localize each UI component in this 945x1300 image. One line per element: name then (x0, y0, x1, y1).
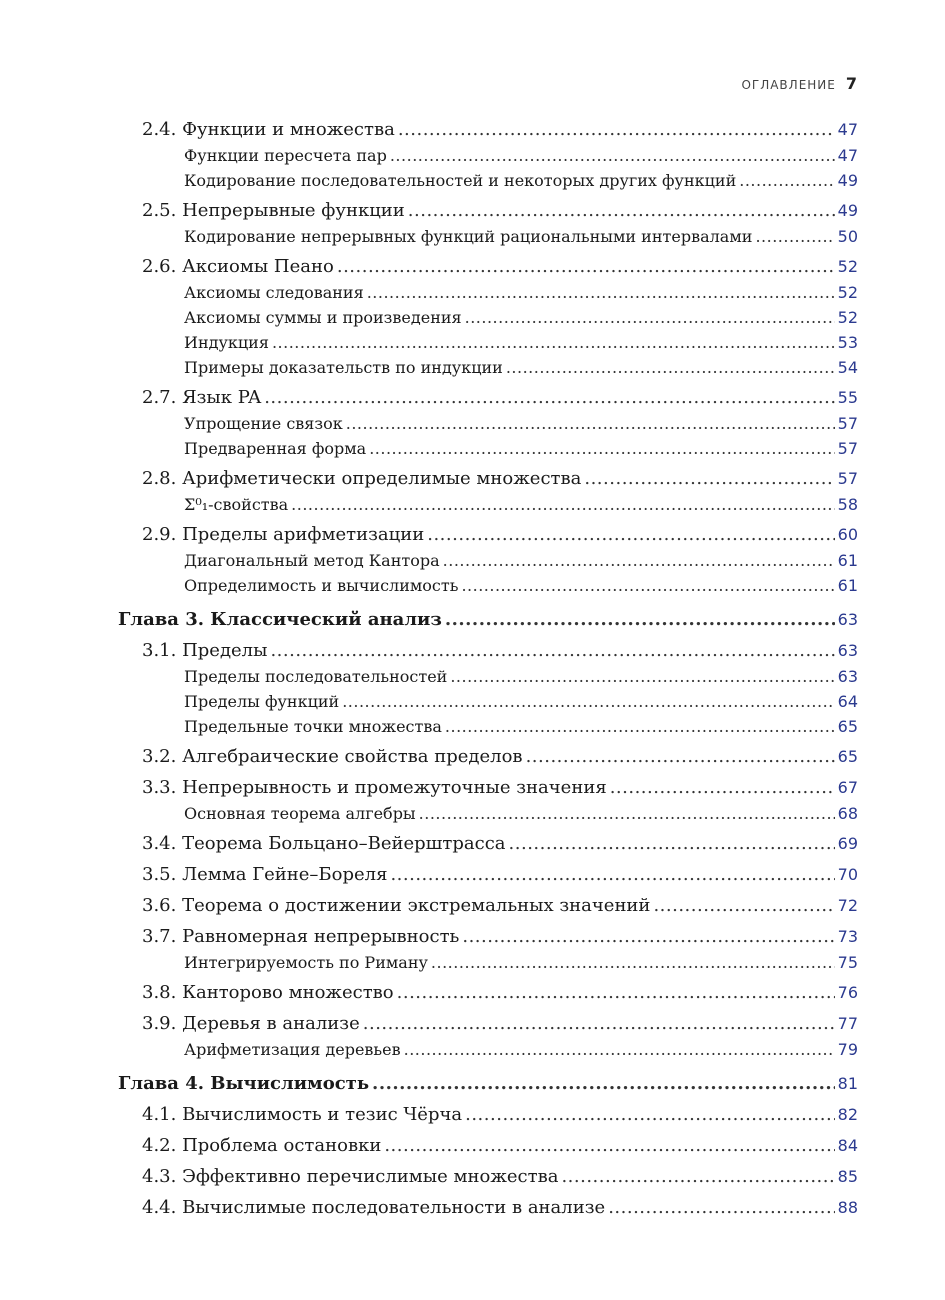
toc-entry-label: 4.3. Эффективно перечислимые множества (142, 1166, 559, 1187)
toc-section-entry[interactable] (118, 1102, 858, 1128)
toc-entry-label: 2.7. Язык PA (142, 387, 262, 408)
toc-entry-page: 64 (837, 692, 858, 711)
toc-section-entry[interactable] (118, 198, 858, 224)
toc-section-entry[interactable] (118, 893, 858, 919)
toc-entry-page: 63 (837, 610, 858, 629)
dot-leader (461, 573, 834, 598)
toc-section-entry[interactable] (118, 831, 858, 857)
toc-section-entry[interactable] (118, 466, 858, 492)
toc-entry-page: 63 (837, 667, 858, 686)
toc-entry-label: Пределы последовательностей (184, 667, 448, 686)
toc-entry-label: 2.8. Арифметически определимые множества (142, 468, 582, 489)
toc-entry-label: 3.5. Лемма Гейне–Бореля (142, 864, 388, 885)
toc-entry-label: 2.5. Непрерывные функции (142, 200, 405, 221)
dot-leader (397, 980, 835, 1006)
toc-entry-page: 57 (837, 414, 858, 433)
toc-entry-page: 81 (837, 1074, 858, 1093)
dot-leader (739, 168, 834, 193)
dot-leader (755, 224, 834, 249)
dot-leader (610, 775, 835, 801)
dot-leader (445, 606, 835, 633)
toc-entry-page: 54 (837, 358, 858, 377)
toc-subsection-entry[interactable] (118, 411, 858, 436)
dot-leader (398, 117, 835, 143)
dot-leader (408, 198, 835, 224)
dot-leader (465, 1102, 835, 1128)
toc-entry-label: 3.4. Теорема Больцано–Вейерштрасса (142, 833, 506, 854)
toc-entry-label: 3.3. Непрерывность и промежуточные значения (142, 777, 607, 798)
page-number: 7 (845, 74, 857, 93)
toc-entry-label: 3.1. Пределы (142, 640, 268, 661)
dot-leader (427, 522, 834, 548)
toc-entry-label: 3.6. Теорема о достижении экстремальных значений (142, 895, 651, 916)
toc-section-entry[interactable] (118, 522, 858, 548)
dot-leader (431, 950, 835, 975)
toc-section-entry[interactable] (118, 862, 858, 888)
dot-leader (443, 548, 835, 573)
dot-leader (270, 638, 834, 664)
dot-leader (337, 254, 835, 280)
toc-entry-label: Предельные точки множества (184, 717, 442, 736)
toc-entry-page: 50 (837, 227, 858, 246)
toc-subsection-entry[interactable] (118, 801, 858, 826)
toc-entry-label: 3.9. Деревья в анализе (142, 1013, 360, 1034)
toc-entry-label: Определимость и вычислимость (184, 576, 459, 595)
toc-subsection-entry[interactable] (118, 689, 858, 714)
toc-entry-label: 3.7. Равномерная непрерывность (142, 926, 460, 947)
toc-entry-label: Пределы функций (184, 692, 340, 711)
dot-leader (363, 1011, 835, 1037)
dot-leader (419, 801, 835, 826)
toc-entry-label: Аксиомы следования (184, 283, 364, 302)
toc-subsection-entry[interactable] (118, 548, 858, 573)
toc-entry-page: 72 (837, 896, 858, 915)
toc-chapter-entry[interactable] (118, 1070, 858, 1097)
toc-entry-page: 68 (837, 804, 858, 823)
toc-entry-label: Кодирование последовательностей и некоторых других функций (184, 171, 737, 190)
toc-entry-label: Σ⁰₁-свойства (184, 495, 289, 514)
dot-leader (404, 1037, 835, 1062)
toc-entry-page: 76 (837, 983, 858, 1002)
toc-entry-page: 52 (837, 283, 858, 302)
toc-entry-label: Арифметизация деревьев (184, 1040, 401, 1059)
toc-entry-page: 65 (837, 747, 858, 766)
dot-leader (509, 831, 835, 857)
toc-entry-label: Аксиомы суммы и произведения (184, 308, 462, 327)
toc-subsection-entry[interactable] (118, 168, 858, 193)
dot-leader (526, 744, 835, 770)
toc-entry-label: 2.4. Функции и множества (142, 119, 395, 140)
toc-entry-label: Интегрируемость по Риману (184, 953, 428, 972)
toc-entry-page: 67 (837, 778, 858, 797)
toc-entry-label: Глава 3. Классический анализ (118, 609, 442, 630)
toc-subsection-entry[interactable] (118, 664, 858, 689)
toc-entry-label: Основная теорема алгебры (184, 804, 416, 823)
toc-entry-page: 61 (837, 576, 858, 595)
dot-leader (462, 924, 834, 950)
dot-leader (390, 143, 835, 168)
dot-leader (384, 1133, 834, 1159)
toc-entry-page: 58 (837, 495, 858, 514)
toc-subsection-entry[interactable] (118, 950, 858, 975)
dot-leader (584, 466, 834, 492)
toc-entry-page: 60 (837, 525, 858, 544)
dot-leader (561, 1164, 834, 1190)
toc-section-entry[interactable] (118, 385, 858, 411)
toc-entry-page: 49 (837, 201, 858, 220)
toc-entry-page: 57 (837, 469, 858, 488)
toc-section-entry[interactable] (118, 1011, 858, 1037)
toc-subsection-entry[interactable] (118, 280, 858, 305)
dot-leader (367, 280, 835, 305)
toc-section-entry[interactable] (118, 254, 858, 280)
toc-entry-page: 53 (837, 333, 858, 352)
toc-entry-page: 55 (837, 388, 858, 407)
toc-entry-page: 79 (837, 1040, 858, 1059)
toc-entry-page: 47 (837, 146, 858, 165)
toc-entry-page: 52 (837, 308, 858, 327)
toc-entry-label: 4.2. Проблема остановки (142, 1135, 382, 1156)
toc-entry-label: 2.6. Аксиомы Пеано (142, 256, 334, 277)
toc-entry-label: 4.1. Вычислимость и тезис Чёрча (142, 1104, 463, 1125)
toc-entry-page: 65 (837, 717, 858, 736)
toc-entry-page: 70 (837, 865, 858, 884)
toc-subsection-entry[interactable] (118, 436, 858, 461)
toc-section-entry[interactable] (118, 744, 858, 770)
toc-subsection-entry[interactable] (118, 573, 858, 598)
toc-entry-label: 2.9. Пределы арифметизации (142, 524, 425, 545)
toc-entry-page: 61 (837, 551, 858, 570)
toc-entry-page: 69 (837, 834, 858, 853)
toc-subsection-entry[interactable] (118, 355, 858, 380)
toc-entry-page: 88 (837, 1198, 858, 1217)
dot-leader (450, 664, 834, 689)
toc-section-entry[interactable] (118, 1133, 858, 1159)
running-head (118, 74, 857, 93)
toc-entry-page: 49 (837, 171, 858, 190)
toc-entry-label: 3.2. Алгебраические свойства пределов (142, 746, 523, 767)
toc-entry-page: 57 (837, 439, 858, 458)
dot-leader (465, 305, 835, 330)
toc-entry-page: 85 (837, 1167, 858, 1186)
toc-section-entry[interactable] (118, 1195, 858, 1221)
toc-entry-label: 4.4. Вычислимые последовательности в анализе (142, 1197, 606, 1218)
dot-leader (369, 436, 834, 461)
toc-entry-page: 75 (837, 953, 858, 972)
toc-subsection-entry[interactable] (118, 492, 858, 517)
dot-leader (264, 385, 834, 411)
dot-leader (372, 1070, 835, 1097)
table-of-contents (118, 112, 858, 1221)
toc-section-entry[interactable] (118, 638, 858, 664)
dot-leader (390, 862, 834, 888)
toc-subsection-entry[interactable] (118, 224, 858, 249)
toc-section-entry[interactable] (118, 980, 858, 1006)
toc-entry-label: Кодирование непрерывных функций рациональными интервалами (184, 227, 753, 246)
toc-entry-label: Примеры доказательств по индукции (184, 358, 503, 377)
running-head-title: ОГЛАВЛЕНИЕ (741, 78, 836, 92)
toc-entry-label: 3.8. Канторово множество (142, 982, 394, 1003)
toc-entry-page: 47 (837, 120, 858, 139)
toc-entry-page: 52 (837, 257, 858, 276)
dot-leader (291, 492, 834, 517)
toc-entry-label: Индукция (184, 333, 269, 352)
dot-leader (608, 1195, 834, 1221)
toc-section-entry[interactable] (118, 1164, 858, 1190)
dot-leader (342, 689, 834, 714)
toc-entry-page: 77 (837, 1014, 858, 1033)
toc-entry-page: 73 (837, 927, 858, 946)
toc-entry-label: Предваренная форма (184, 439, 367, 458)
toc-section-entry[interactable] (118, 775, 858, 801)
dot-leader (653, 893, 834, 919)
toc-entry-label: Функции пересчета пар (184, 146, 387, 165)
dot-leader (272, 330, 835, 355)
toc-subsection-entry[interactable] (118, 143, 858, 168)
toc-section-entry[interactable] (118, 117, 858, 143)
dot-leader (346, 411, 835, 436)
toc-chapter-entry[interactable] (118, 606, 858, 633)
toc-subsection-entry[interactable] (118, 714, 858, 739)
toc-entry-page: 63 (837, 641, 858, 660)
toc-entry-label: Диагональный метод Кантора (184, 551, 440, 570)
toc-entry-page: 84 (837, 1136, 858, 1155)
dot-leader (445, 714, 835, 739)
toc-section-entry[interactable] (118, 924, 858, 950)
toc-entry-page: 82 (837, 1105, 858, 1124)
toc-subsection-entry[interactable] (118, 330, 858, 355)
toc-entry-label: Упрощение связок (184, 414, 343, 433)
toc-subsection-entry[interactable] (118, 305, 858, 330)
toc-entry-label: Глава 4. Вычислимость (118, 1073, 370, 1094)
toc-subsection-entry[interactable] (118, 1037, 858, 1062)
dot-leader (506, 355, 835, 380)
